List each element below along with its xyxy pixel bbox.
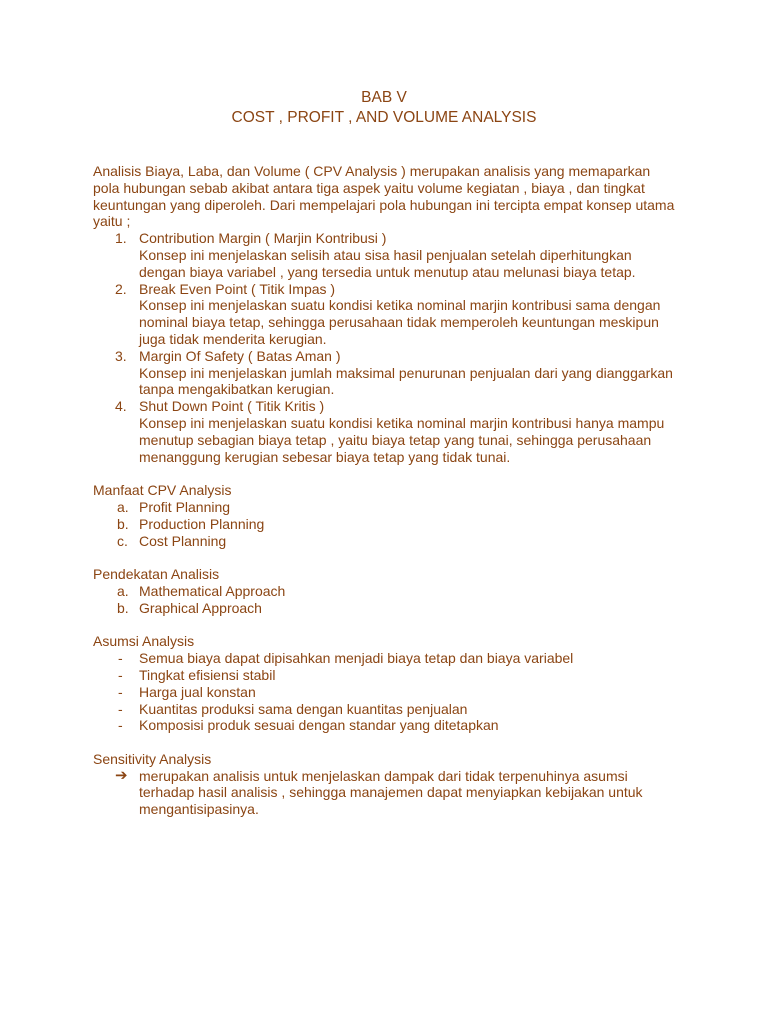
- list-item: [93, 499, 678, 516]
- chapter-heading: COST , PROFIT , AND VOLUME ANALYSIS: [231, 109, 537, 126]
- list-item-text: Graphical Approach: [139, 599, 262, 616]
- list-item: [93, 717, 678, 734]
- list-letter: b.: [117, 599, 129, 616]
- assumptions-list: [93, 650, 678, 734]
- list-letter: b.: [117, 515, 129, 532]
- concept-description: Konsep ini menjelaskan jumlah maksimal penurunan penjualan dari yang dianggarkan tanpa mengakibatkan kerugian.: [139, 364, 673, 398]
- concept-item: [93, 398, 678, 465]
- list-item: [93, 768, 678, 818]
- list-letter: c.: [117, 532, 128, 549]
- concept-item: [93, 281, 678, 348]
- list-number: 2.: [115, 280, 127, 297]
- dash-bullet: -: [118, 666, 123, 683]
- list-item-text: Komposisi produk sesuai dengan standar yang ditetapkan: [139, 717, 499, 734]
- sensitivity-list: [93, 768, 678, 818]
- dash-bullet: -: [118, 717, 123, 734]
- document-body: [93, 163, 678, 818]
- list-item: [93, 600, 678, 617]
- benefits-heading: Manfaat CPV Analysis: [93, 482, 232, 499]
- list-item: [93, 667, 678, 684]
- assumptions-section: [93, 633, 678, 734]
- list-letter: a.: [117, 582, 129, 599]
- list-item-text: Profit Planning: [139, 498, 231, 515]
- list-letter: a.: [117, 498, 129, 515]
- approach-heading: Pendekatan Analisis: [93, 566, 220, 583]
- approach-section: [93, 566, 678, 616]
- concept-description: Konsep ini menjelaskan suatu kondisi ketika nominal marjin kontribusi sama dengan nominal biaya tetap, sehingga perusahaan tidak memperoleh keuntungan meskipun juga tidak menderita kerugian.: [139, 297, 661, 347]
- concept-list: [93, 230, 678, 465]
- list-item: [93, 516, 678, 533]
- concept-description: Konsep ini menjelaskan selisih atau sisa hasil penjualan setelah diperhitungkan dengan biaya variabel , yang tersedia untuk menutup atau melunasi biaya tetap.: [139, 246, 636, 280]
- intro-paragraph: Analisis Biaya, Laba, dan Volume ( CPV Analysis ) merupakan analisis yang memaparkan pola hubungan sebab akibat antara tiga aspek yaitu volume kegiatan , biaya , dan tingkat keuntungan yang diperoleh. Dari mempelajari pola hubungan ini tercipta empat konsep utama yaitu ;: [93, 163, 675, 230]
- concept-item: [93, 230, 678, 280]
- concept-title: Margin Of Safety ( Batas Aman ): [139, 347, 341, 364]
- concept-title: Shut Down Point ( Titik Kritis ): [139, 398, 325, 415]
- concept-title: Contribution Margin ( Marjin Kontribusi ): [139, 230, 387, 247]
- list-item: [93, 701, 678, 718]
- list-number: 1.: [115, 230, 127, 247]
- sensitivity-section: [93, 751, 678, 818]
- dash-bullet: -: [118, 700, 123, 717]
- list-item: [93, 650, 678, 667]
- chapter-number: BAB V: [361, 89, 407, 106]
- list-item: [93, 684, 678, 701]
- list-item: [93, 583, 678, 600]
- list-item-text: Mathematical Approach: [139, 582, 286, 599]
- benefits-section: [93, 482, 678, 549]
- list-item-text: Production Planning: [139, 515, 265, 532]
- approach-list: [93, 583, 678, 617]
- concept-item: [93, 348, 678, 398]
- list-item-text: Cost Planning: [139, 532, 227, 549]
- assumptions-heading: Asumsi Analysis: [93, 633, 195, 650]
- list-item: [93, 533, 678, 550]
- list-number: 4.: [115, 398, 127, 415]
- arrow-right-icon: ➔: [115, 766, 128, 784]
- list-item-text: merupakan analisis untuk menjelaskan dampak dari tidak terpenuhinya asumsi terhadap hasil analisis , sehingga manajemen dapat menyiapkan kebijakan untuk mengantisipasinya.: [139, 767, 643, 818]
- list-item-text: Tingkat efisiensi stabil: [139, 666, 276, 683]
- dash-bullet: -: [118, 650, 123, 667]
- list-item-text: Harga jual konstan: [139, 683, 256, 700]
- list-item-text: Kuantitas produksi sama dengan kuantitas penjualan: [139, 700, 468, 717]
- list-number: 3.: [115, 347, 127, 364]
- sensitivity-heading: Sensitivity Analysis: [93, 750, 212, 767]
- chapter-title: [0, 88, 768, 128]
- concept-description: Konsep ini menjelaskan suatu kondisi ketika nominal marjin kontribusi hanya mampu menutup sebagian biaya tetap , yaitu biaya tetap yang tunai, sehingga perusahaan menanggung kerugian sebesar biaya tetap yang tidak tunai.: [139, 414, 665, 465]
- dash-bullet: -: [118, 683, 123, 700]
- concept-title: Break Even Point ( Titik Impas ): [139, 280, 336, 297]
- list-item-text: Semua biaya dapat dipisahkan menjadi biaya tetap dan biaya variabel: [139, 650, 574, 667]
- benefits-list: [93, 499, 678, 549]
